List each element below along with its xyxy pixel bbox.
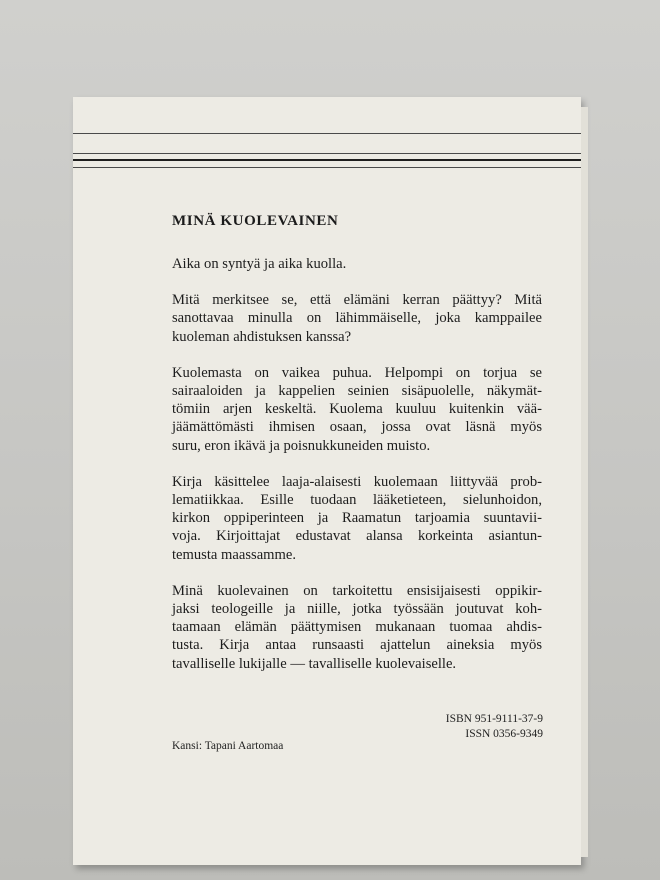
blurb-line: kuoleman ahdistuksen kanssa? xyxy=(172,328,352,345)
book-back-cover xyxy=(73,97,581,865)
cover-credit: Kansi: Tapani Aartomaa xyxy=(172,740,284,752)
blurb-line: temusta maassamme. xyxy=(172,546,297,563)
blurb-text xyxy=(172,255,542,691)
top-rule-2 xyxy=(73,153,581,154)
blurb-line: Mitä merkitsee se, että elämäni kerran päättyy? Mitä xyxy=(172,292,542,309)
book-title: MINÄ KUOLEVAINEN xyxy=(172,213,339,229)
blurb-line: suru, eron ikävä ja poisnukkuneiden muisto. xyxy=(172,437,431,454)
blurb-line: Kuolemasta on vaikea puhua. Helpompi on torjua se xyxy=(172,364,542,381)
top-rule-3 xyxy=(73,159,581,161)
blurb-paragraph-3 xyxy=(172,364,542,455)
blurb-line: tusta. Kirja antaa runsaasti ajattelun aineksia myös xyxy=(172,637,542,654)
blurb-paragraph-4 xyxy=(172,473,542,564)
blurb-line: jaksi teologeille ja niille, jotka työssään joutuvat koh- xyxy=(172,601,542,618)
blurb-line: jäämättömästi ihmisen osaan, jossa ovat läsnä myös xyxy=(172,419,542,436)
blurb-line: Aika on syntyä ja aika kuolla. xyxy=(172,256,347,272)
issn-number: ISSN 0356-9349 xyxy=(465,728,543,740)
blurb-paragraph-2 xyxy=(172,291,542,346)
top-rule-1 xyxy=(73,133,581,134)
top-rule-4 xyxy=(73,167,581,168)
blurb-line: sanottavaa minulla on lähimmäiselle, joka kamppailee xyxy=(172,310,542,327)
blurb-line: sairaaloiden ja kappelien seinien sisäpuolelle, näkymät- xyxy=(172,383,542,400)
isbn-block xyxy=(439,712,543,742)
isbn-number: ISBN 951-9111-37-9 xyxy=(445,713,543,725)
blurb-line: Kirja käsittelee laaja-alaisesti kuolemaan liittyvää prob- xyxy=(172,473,542,490)
book-page-edge xyxy=(581,107,588,857)
blurb-paragraph-1 xyxy=(172,255,542,273)
blurb-line: tömiin arjen keskeltä. Kuolema kuuluu kuitenkin vää- xyxy=(172,401,542,418)
blurb-line: lematiikkaa. Esille tuodaan lääketieteen, sielunhoidon, xyxy=(172,492,542,509)
blurb-line: Minä kuolevainen on tarkoitettu ensisijaisesti oppikir- xyxy=(172,582,542,599)
blurb-paragraph-5 xyxy=(172,582,542,673)
blurb-line: tavalliselle lukijalle — tavalliselle kuolevaiselle. xyxy=(172,655,457,672)
blurb-line: taamaan elämän päättymisen mukanaan tuomaa ahdis- xyxy=(172,619,542,636)
blurb-line: kirkon oppiperinteen ja Raamatun tarjoamia suuntavii- xyxy=(172,510,542,527)
blurb-line: voja. Kirjoittajat edustavat alansa korkeinta asiantun- xyxy=(172,528,542,545)
